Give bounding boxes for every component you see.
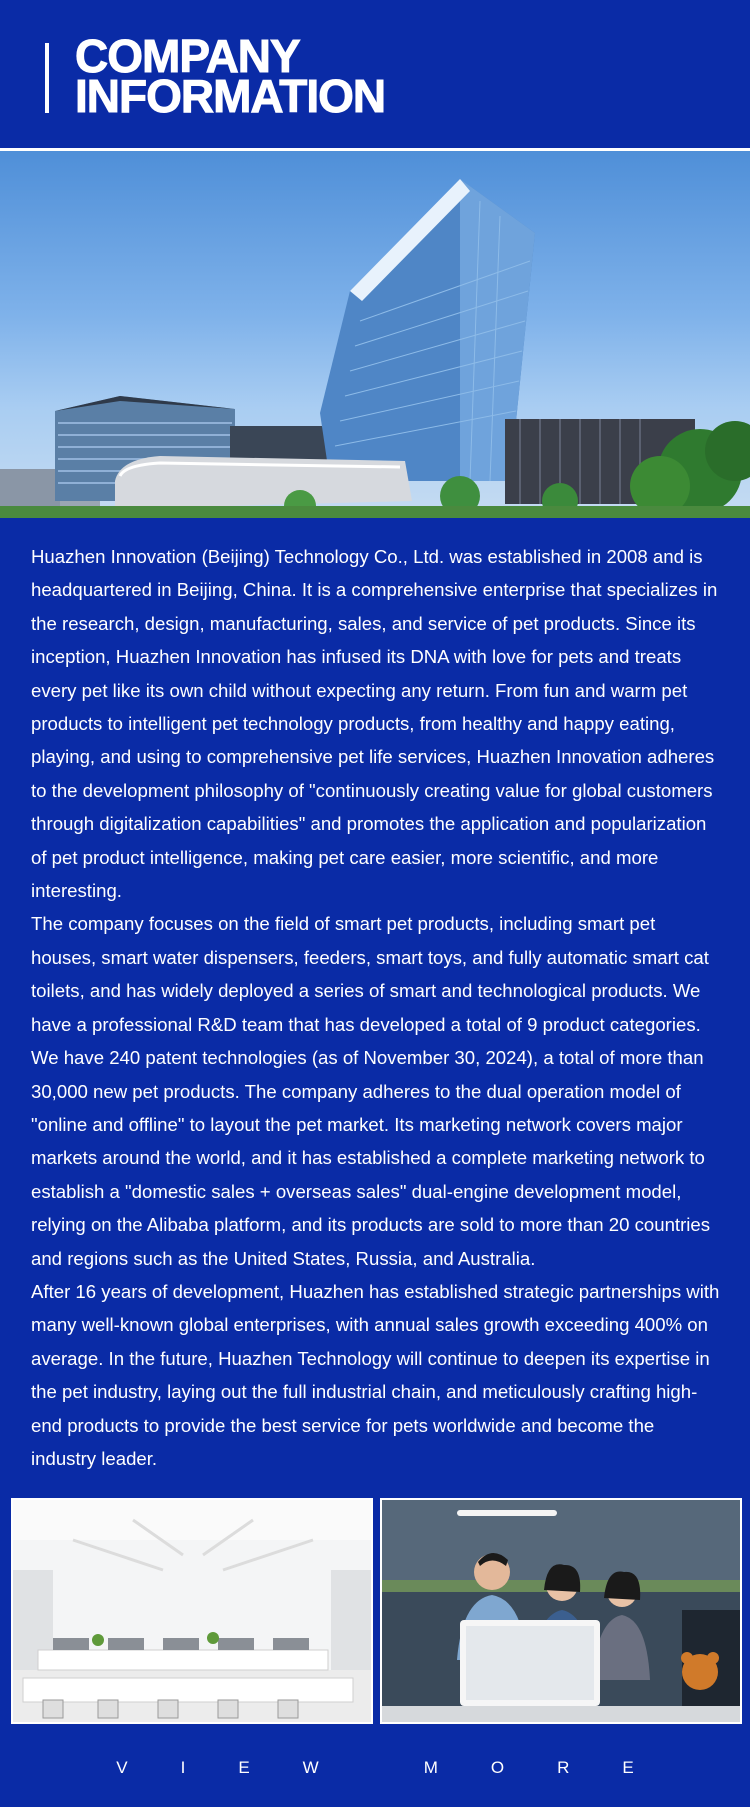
title-accent-bar — [45, 43, 49, 113]
office-building-photo — [0, 151, 750, 518]
more-word — [424, 1758, 634, 1778]
page-title-line1: COMPANY — [75, 30, 300, 82]
header — [0, 0, 750, 148]
more-letter: M — [423, 1758, 438, 1777]
company-description — [31, 540, 721, 1475]
view-letter: E — [238, 1758, 250, 1777]
team-meeting-photo — [380, 1498, 742, 1724]
building-illustration — [0, 151, 750, 518]
view-letter: I — [180, 1758, 186, 1777]
office-workspace-illustration — [13, 1500, 371, 1722]
office-workspace-photo — [11, 1498, 373, 1724]
description-paragraph-3: After 16 years of development, Huazhen has established strategic partnerships with many well-known global enterprises, with annual sales growth exceeding 400% on average. In the future, Huazhen Technology will continue to deepen its expertise in the pet industry, laying out the full industrial chain, and meticulously crafting high-end products to provide the best service for pets worldwide and become the industry leader. — [31, 1280, 720, 1469]
view-word — [116, 1758, 423, 1778]
view-more-button[interactable] — [0, 1750, 750, 1786]
description-paragraph-1: Huazhen Innovation (Beijing) Technology Co., Ltd. was established in 2008 and is headquartered in Beijing, China. It is a comprehensive enterprise that specializes in the research, design, manufacturing, sales, and service of pet products. Since its inception, Huazhen Innovation has infused its DNA with love for pets and treats every pet like its own child without expecting any return. From fun and warm pet products to intelligent pet technology products, from healthy and happy eating, playing, and using to comprehensive pet life services, Huazhen Innovation adheres to the development philosophy of "continuously creating value for global customers through digitalization capabilities" and promotes the application and popularization of pet product intelligence, making pet care easier, more scientific, and more interesting. — [31, 546, 718, 902]
view-letter: V — [116, 1758, 128, 1777]
more-letter: O — [490, 1758, 505, 1777]
view-letter: W — [302, 1758, 319, 1777]
page-title — [75, 30, 386, 122]
team-meeting-illustration — [382, 1500, 740, 1722]
description-paragraph-2: The company focuses on the field of smart pet products, including smart pet houses, smart water dispensers, feeders, smart toys, and fully automatic smart cat toilets, and has widely deployed a series of smart and technological products. We have a professional R&D team that has developed a total of 9 product categories. We have 240 patent technologies (as of November 30, 2024), a total of more than 30,000 new pet products. The company adheres to the dual operation model of "online and offline" to layout the pet market. Its marketing network covers major markets around the world, and it has established a complete marketing network to establish a "domestic sales + overseas sales" dual-engine development model, relying on the Alibaba platform, and its products are sold to more than 20 countries and regions such as the United States, Russia, and Australia. — [31, 913, 711, 1269]
page-title-line2: INFORMATION — [75, 70, 386, 122]
more-letter: E — [622, 1758, 634, 1777]
more-letter: R — [557, 1758, 570, 1777]
